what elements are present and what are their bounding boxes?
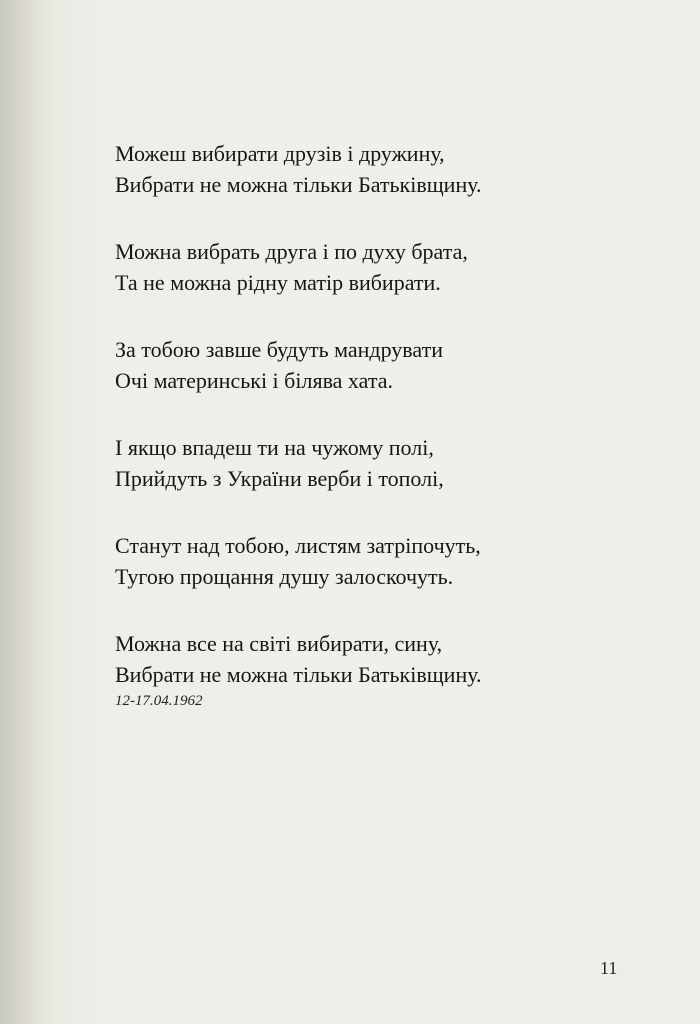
stanza bbox=[115, 432, 585, 494]
stanza bbox=[115, 530, 585, 592]
poem-line: Можеш вибирати друзів і дружину, bbox=[115, 141, 445, 166]
poem-line: Вибрати не можна тільки Батьківщину. bbox=[115, 172, 482, 197]
poem-line: За тобою завше будуть мандрувати bbox=[115, 337, 443, 362]
poem-line: Станут над тобою, листям затріпочуть, bbox=[115, 533, 481, 558]
poem-line: Можна вибрать друга і по духу брата, bbox=[115, 239, 468, 264]
poem-line: Очі материнські і білява хата. bbox=[115, 368, 393, 393]
poem-line: Прийдуть з України верби і тополі, bbox=[115, 466, 444, 491]
poem bbox=[115, 138, 585, 726]
poem-line: Та не можна рідну матір вибирати. bbox=[115, 270, 441, 295]
stanza bbox=[115, 628, 585, 690]
poem-line: Вибрати не можна тільки Батьківщину. bbox=[115, 662, 482, 687]
page-number: 11 bbox=[600, 958, 618, 978]
stanza bbox=[115, 334, 585, 396]
poem-line: Можна все на світі вибирати, сину, bbox=[115, 631, 443, 656]
poem-line: І якщо впадеш ти на чужому полі, bbox=[115, 435, 434, 460]
poem-line: Тугою прощання душу залоскочуть. bbox=[115, 564, 454, 589]
stanza bbox=[115, 138, 585, 200]
poem-date: 12-17.04.1962 bbox=[115, 693, 203, 709]
stanza bbox=[115, 236, 585, 298]
page-gutter-shadow bbox=[0, 0, 55, 1024]
